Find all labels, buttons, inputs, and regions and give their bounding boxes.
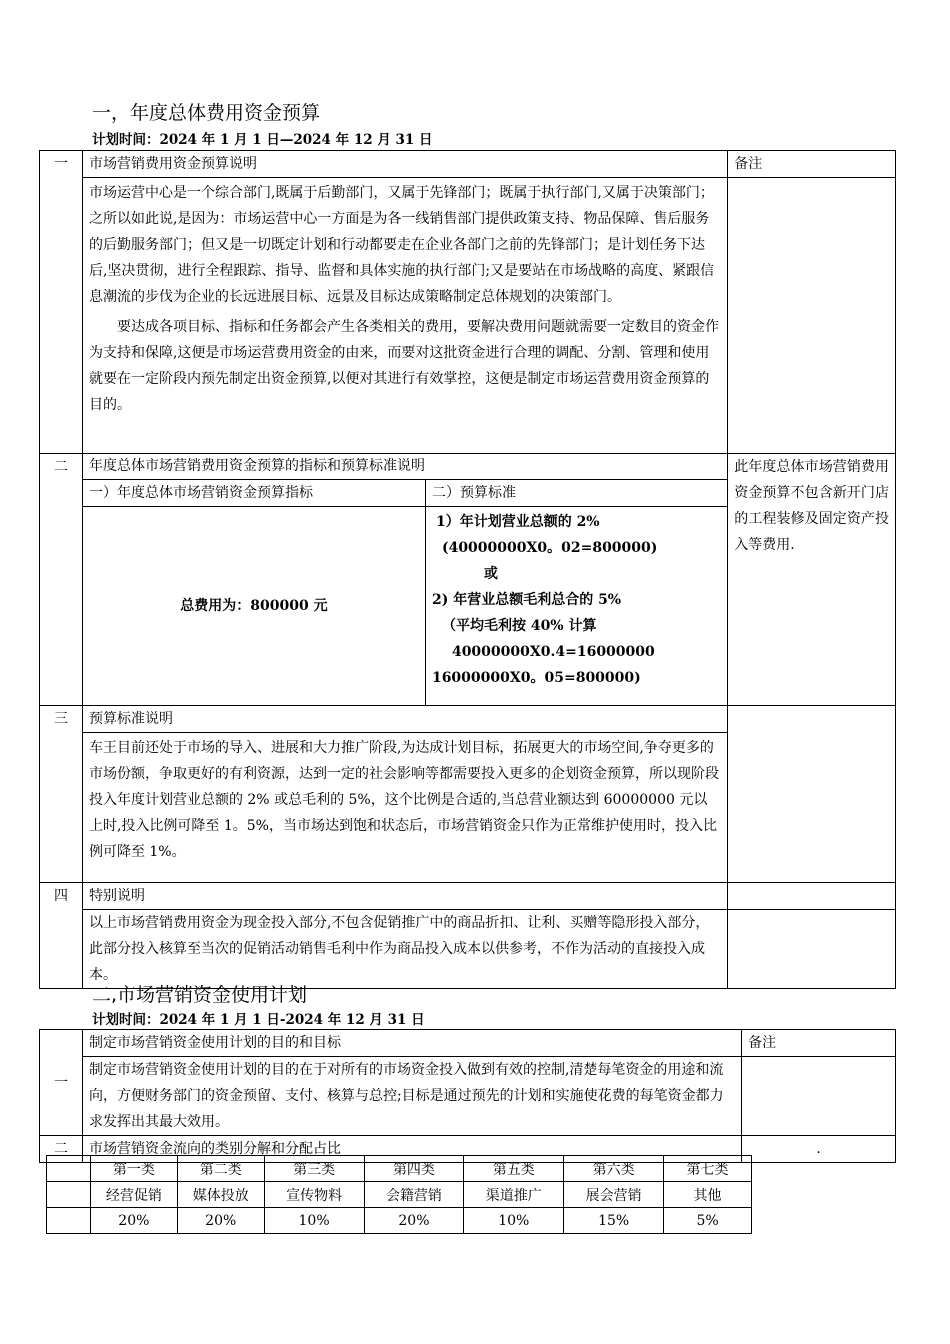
row-heading: 预算标准说明 [82, 705, 727, 732]
category-name: 会籍营销 [364, 1182, 464, 1208]
category-name: 媒体投放 [177, 1182, 264, 1208]
row-body [82, 1057, 741, 1136]
class-label: 第二类 [177, 1156, 264, 1182]
note-header: 备注 [728, 151, 896, 178]
row-heading: 年度总体市场营销费用资金预算的指标和预算标准说明 [88, 458, 425, 474]
category-share: 20% [364, 1208, 464, 1234]
section2-title: 二,市场营销资金使用计划 [92, 984, 308, 1006]
standard-line: 1）年计划营业总额的 2% [435, 514, 600, 530]
total-cost: 总费用为：800000 元 [83, 507, 426, 705]
standard-line: 40000000X0.4=16000000 [451, 644, 655, 660]
category-name: 渠道推广 [464, 1182, 564, 1208]
budget-table [39, 150, 896, 989]
paragraph: 以上市场营销费用资金为现金投入部分,不包含促销推广中的商品折扣、让利、买赠等隐形投入部分，此部分投入核算至当次的促销活动销售毛利中作为商品投入成本以供参考，不作为活动的直接投入成本。 [88, 914, 710, 983]
row-number: 二 [40, 1136, 83, 1163]
class-label: 第六类 [564, 1156, 664, 1182]
category-name: 展会营销 [564, 1182, 664, 1208]
note-cell: . [742, 1136, 896, 1163]
row-heading: 制定市场营销资金使用计划的目的和目标 [82, 1030, 741, 1057]
class-label: 第七类 [664, 1156, 752, 1182]
blank-cell [47, 1182, 91, 1208]
row-heading: 市场营销费用资金预算说明 [82, 151, 727, 178]
row-number: 一 [40, 151, 83, 454]
note-cell [728, 882, 896, 909]
standard-line: （平均毛利按 40% 计算 [441, 618, 597, 634]
note-cell [742, 1057, 896, 1136]
category-name: 经营促销 [90, 1182, 177, 1208]
row-body [82, 732, 727, 882]
paragraph: 市场运营中心是一个综合部门,既属于后勤部门，又属于先锋部门；既属于执行部门,又属于决策部门；之所以如此说,是因为：市场运营中心一方面是为各一线销售部门提供政策支持、物品保障、售后服务的后勤服务部门；但又是一切既定计划和行动都要走在企业各部门之前的先锋部门；是计划任务下达后,坚决贯彻，进行全程跟踪、指导、监督和具体实施的执行部门;又是要站在市场战略的高度、紧跟信息潮流的步伐为企业的长远进展目标、远景及目标达成策略制定总体规划的决策部门。 [88, 185, 715, 305]
section1-period: 计划时间：2024 年 1 月 1 日—2024 年 12 月 31 日 [92, 132, 433, 148]
note-header: 备注 [742, 1030, 896, 1057]
category-share: 10% [464, 1208, 564, 1234]
class-label: 第五类 [464, 1156, 564, 1182]
note-cell [728, 705, 896, 882]
paragraph: 要达成各项目标、指标和任务都会产生各类相关的费用，要解决费用问题就需要一定数目的资金作为支持和保障,这便是市场运营费用资金的由来，而要对这批资金进行合理的调配、分割、管理和使用就要在一定阶段内预先制定出资金预算,以便对其进行有效掌控，这便是制定市场运营费用资金预算的目的。 [88, 319, 719, 413]
section2-period: 计划时间：2024 年 1 月 1 日-2024 年 12 月 31 日 [92, 1012, 425, 1028]
category-name: 宣传物料 [264, 1182, 364, 1208]
usage-plan-table [39, 1029, 896, 1163]
blank-cell [47, 1156, 91, 1182]
paragraph: 车王目前还处于市场的导入、进展和大力推广阶段,为达成计划目标，拓展更大的市场空间,争夺更多的市场份额，争取更好的有利资源，达到一定的社会影响等都需要投入更多的企划资金预算，所以现阶段投入年度计划营业总额的 2% 或总毛利的 5%，这个比例是合适的,当总营业额达到 60000000 元以上时,投入比例可降至 1。5%，当市场达到饱和状态后，市场营销资金只作为正常维护使用时，投入比例可降至 1%。 [88, 739, 719, 860]
note-cell: 此年度总体市场营销费用资金预算不包含新开门店的工程装修及固定资产投入等费用. [728, 454, 896, 706]
class-label: 第一类 [90, 1156, 177, 1182]
category-share: 20% [90, 1208, 177, 1234]
category-share: 15% [564, 1208, 664, 1234]
row-number: 四 [40, 882, 83, 988]
row-heading: 市场营销资金流向的类别分解和分配占比 [82, 1136, 741, 1163]
note-cell [728, 909, 896, 988]
col-header: 二）预算标准 [425, 480, 727, 507]
class-label: 第四类 [364, 1156, 464, 1182]
class-label: 第三类 [264, 1156, 364, 1182]
row-body [82, 178, 727, 454]
blank-cell [47, 1208, 91, 1234]
standard-line: 或 [483, 566, 498, 582]
col-header: 一）年度总体市场营销资金预算指标 [83, 480, 426, 507]
category-share: 10% [264, 1208, 364, 1234]
standard-line: 16000000X0。05=800000) [431, 670, 641, 686]
row-body [82, 454, 727, 706]
row-number: 二 [40, 454, 83, 706]
standard-line: 2) 年营业总额毛利总合的 5% [431, 592, 622, 608]
row-number: 一 [40, 1030, 83, 1136]
category-share: 5% [664, 1208, 752, 1234]
note-cell [728, 178, 896, 454]
row-body [82, 909, 727, 988]
category-share: 20% [177, 1208, 264, 1234]
row-number: 三 [40, 705, 83, 882]
section1-title: 一，年度总体费用资金预算 [92, 102, 321, 124]
row-heading: 特别说明 [82, 882, 727, 909]
allocation-table [46, 1155, 752, 1234]
standard-line: (40000000X0。02=800000) [441, 540, 658, 556]
category-name: 其他 [664, 1182, 752, 1208]
paragraph: 制定市场营销资金使用计划的目的在于对所有的市场资金投入做到有效的控制,清楚每笔资金的用途和流向，方便财务部门的资金预留、支付、核算与总控;目标是通过预先的计划和实施使花费的每笔资金都力求发挥出其最大效用。 [88, 1062, 724, 1130]
budget-standard [425, 507, 727, 705]
